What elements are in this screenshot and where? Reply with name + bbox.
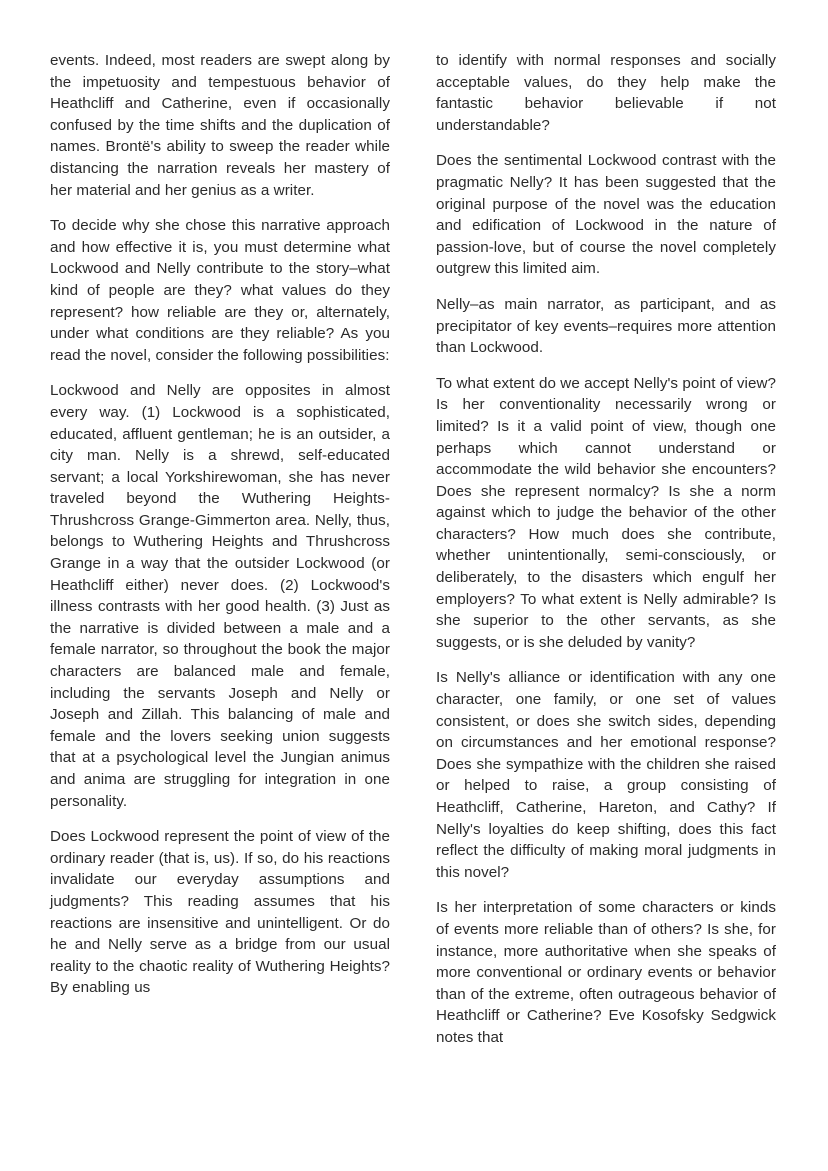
left-text-column — [50, 50, 390, 999]
paragraph: To decide why she chose this narrative approach and how effective it is, you must determine what Lockwood and Nelly contribute to the story–what kind of people are they? what values do they represent? how reliable are they or, alternately, under what conditions are they reliable? As you read the novel, consider the following possibilities: — [50, 217, 390, 364]
paragraph: To what extent do we accept Nelly's point of view? Is her conventionality necessarily wrong or limited? Is it a valid point of view, though one perhaps which cannot understand or accommodate the wild behavior she encounters? Does she represent normalcy? Is she a norm against which to judge the behavior of the other characters? How much does she contribute, whether unintentionally, semi-consciously, or deliberately, to the disasters which engulf her employers? To what extent is Nelly admirable? Is she superior to the other servants, as she suggests, or is she deluded by vanity? — [436, 374, 776, 651]
paragraph: Is her interpretation of some characters or kinds of events more reliable than of others? Is she, for instance, more authoritative when she speaks of more conventional or ordinary events or behavior than of the extreme, often outrageous behavior of Heathcliff or Catherine? Eve Kosofsky Sedgwick notes that — [436, 899, 776, 1046]
paragraph: Nelly–as main narrator, as participant, and as precipitator of key events–requires more attention than Lockwood. — [436, 295, 776, 357]
two-column-layout — [50, 50, 779, 1115]
paragraph: Does the sentimental Lockwood contrast with the pragmatic Nelly? It has been suggested that the original purpose of the novel was the education and edification of Lockwood in the nature of passion-love, but of course the novel completely outgrew this limited aim. — [436, 152, 776, 278]
paragraph: events. Indeed, most readers are swept along by the impetuosity and tempestuous behavior of Heathcliff and Catherine, even if occasionally confused by the time shifts and the duplication of names. Brontë's ability to sweep the reader while distancing the narration reveals her mastery of her material and her genius as a writer. — [50, 52, 390, 199]
paragraph: Does Lockwood represent the point of view of the ordinary reader (that is, us). If so, do his reactions invalidate our everyday assumptions and judgments? This reading assumes that his reactions are insensitive and unintelligent. Or do he and Nelly serve as a bridge from our usual reality to the chaotic reality of Wuthering Heights? By enabling us — [50, 828, 390, 997]
paragraph: to identify with normal responses and socially acceptable values, do they help make the fantastic behavior believable if not understandable? — [436, 52, 776, 134]
paragraph: Lockwood and Nelly are opposites in almost every way. (1) Lockwood is a sophisticated, educated, affluent gentleman; he is an outsider, a city man. Nelly is a shrewd, self-educated servant; a local Yorkshirewoman, she has never traveled beyond the Wuthering Heights-Thrushcross Grange-Gimmerton area. Nelly, thus, belongs to Wuthering Heights and Thrushcross Grange in a way that the outsider Lockwood (or Heathcliff either) never does. (2) Lockwood's illness contrasts with her good health. (3) Just as the narrative is divided between a male and a female narrator, so throughout the book the major characters are balanced male and female, including the servants Joseph and Nelly or Joseph and Zillah. This balancing of male and female and the lovers seeking union suggests that at a psychological level the Jungian animus and anima are struggling for integration in one personality. — [50, 382, 390, 810]
right-text-column — [436, 50, 776, 1049]
paragraph: Is Nelly's alliance or identification with any one character, one family, or one set of values consistent, or does she switch sides, depending on circumstances and her emotional response? Does she sympathize with the children she raised or helped to raise, a group consisting of Heathcliff, Catherine, Hareton, and Cathy? If Nelly's loyalties do keep shifting, does this fact reflect the difficulty of making moral judgments in this novel? — [436, 669, 776, 881]
